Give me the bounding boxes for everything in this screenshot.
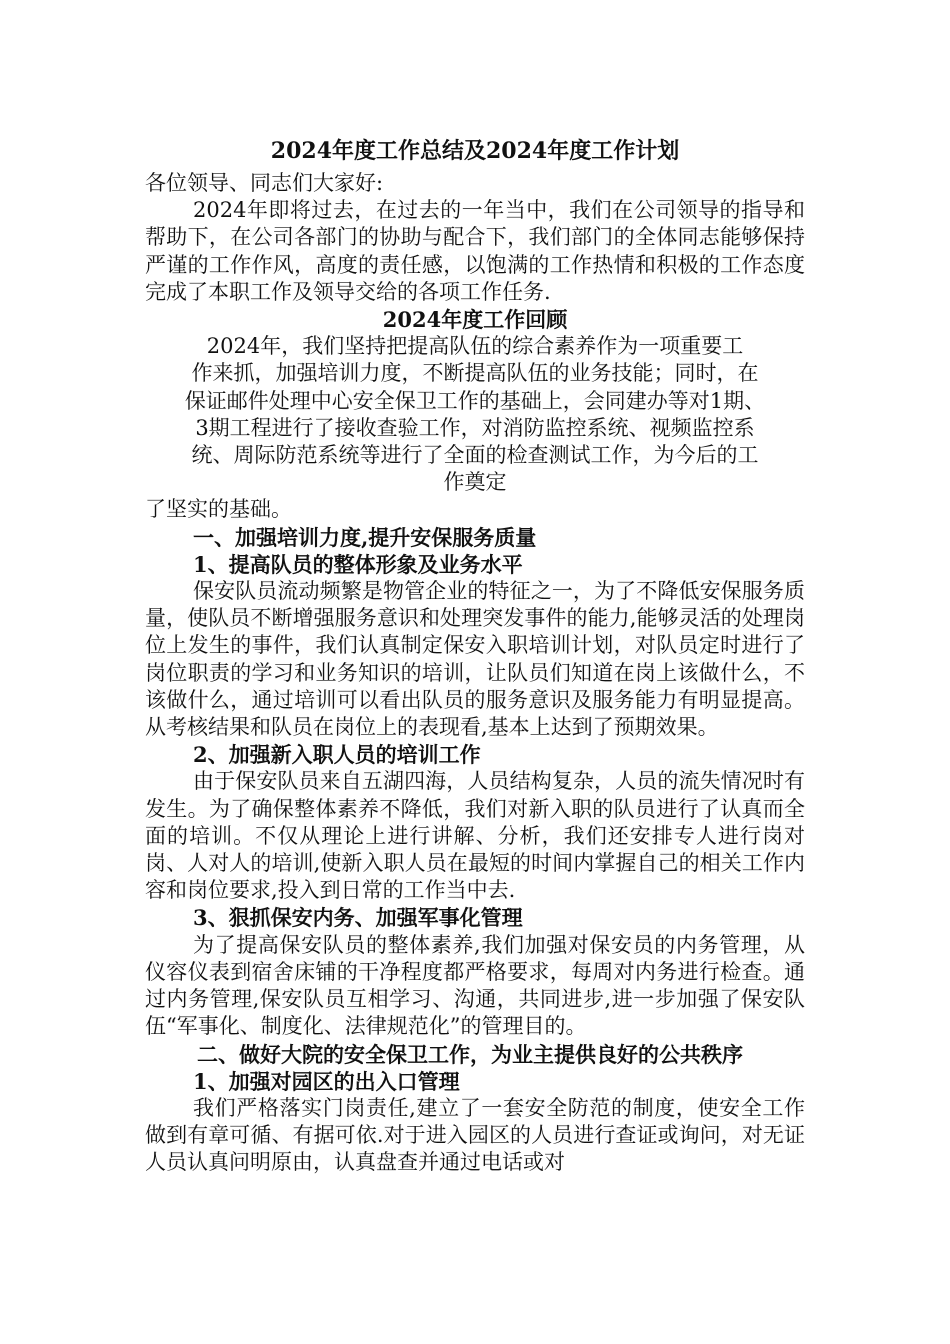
intro-paragraph: 2024年即将过去，在过去的一年当中，我们在公司领导的指导和帮助下，在公司各部门的协助与配合下，我们部门的全体同志能够保持严谨的工作作风，高度的责任感，以饱满的工作热情和积极的工作态度完成了本职工作及领导交给的各项工作任务. [145,198,805,304]
section2-sub1-heading: 1、加强对园区的出入口管理 [193,1068,460,1094]
section2-sub1-body: 我们严格落实门岗责任,建立了一套安全防范的制度，使安全工作做到有章可循、有据可依.对于进入园区的人员进行查证或询问，对无证人员认真问明原由，认真盘查并通过电话或对 [145,1095,805,1175]
review-line: 保证邮件处理中心安全保卫工作的基础上，会同建办等对1期、 [184,388,766,413]
section1-sub1-heading: 1、提高队员的整体形象及业务水平 [193,551,523,577]
review-line: 作来抓，加强培训力度，不断提高队伍的业务技能；同时，在 [191,361,759,386]
document-title: 2024年度工作总结及2024年度工作计划 [270,138,680,164]
section1-sub2-body: 由于保安队员来自五湖四海，人员结构复杂，人员的流失情况时有发生。为了确保整体素养不降低，我们对新入职的队员进行了认真而全面的培训。不仅从理论上进行讲解、分析，我们还安排专人进行岗对岗、人对人的培训,使新入职人员在最短的时间内掌握自己的相关工作内容和岗位要求,投入到日常的工作当中去. [145,769,805,903]
review-line: 作奠定 [443,470,507,495]
section1-sub3-body: 为了提高保安队员的整体素养,我们加强对保安员的内务管理，从仪容仪表到宿舍床铺的干净程度都严格要求，每周对内务进行检查。通过内务管理,保安队员互相学习、沟通，共同进步,进一步加强了保安队伍“军事化、制度化、法律规范化”的管理目的。 [145,932,805,1039]
review-line: 2024年，我们坚持把提高队伍的综合素养作为一项重要工 [206,334,744,359]
section1-sub2-heading: 2、加强新入职人员的培训工作 [193,742,481,768]
document-body [145,132,805,1177]
review-line: 3期工程进行了接收查验工作，对消防监控系统、视频监控系 [195,415,755,440]
section1-sub1-body: 保安队员流动频繁是物管企业的特征之一，为了不降低安保服务质量，使队员不断增强服务意识和处理突发事件的能力,能够灵活的处理岗位上发生的事件，我们认真制定保安入职培训计划，对队员定时进行了岗位职责的学习和业务知识的培训，让队员们知道在岗上该做什么，不该做什么，通过培训可以看出队员的服务意识及服务能力有明显提高。从考核结果和队员在岗位上的表现看,基本上达到了预期效果。 [145,579,805,740]
review-paragraph [145,333,805,496]
review-heading: 2024年度工作回顾 [382,307,568,333]
greeting: 各位领导、同志们大家好: [145,171,384,195]
section2-heading: 二、做好大院的安全保卫工作，为业主提供良好的公共秩序 [197,1041,743,1067]
review-line: 统、周际防范系统等进行了全面的检查测试工作，为今后的工 [191,443,759,468]
review-tail: 了坚实的基础。 [145,497,292,522]
section1-heading: 一、加强培训力度,提升安保服务质量 [193,524,537,550]
section1-sub3-heading: 3、狠抓保安内务、加强军事化管理 [193,905,523,931]
